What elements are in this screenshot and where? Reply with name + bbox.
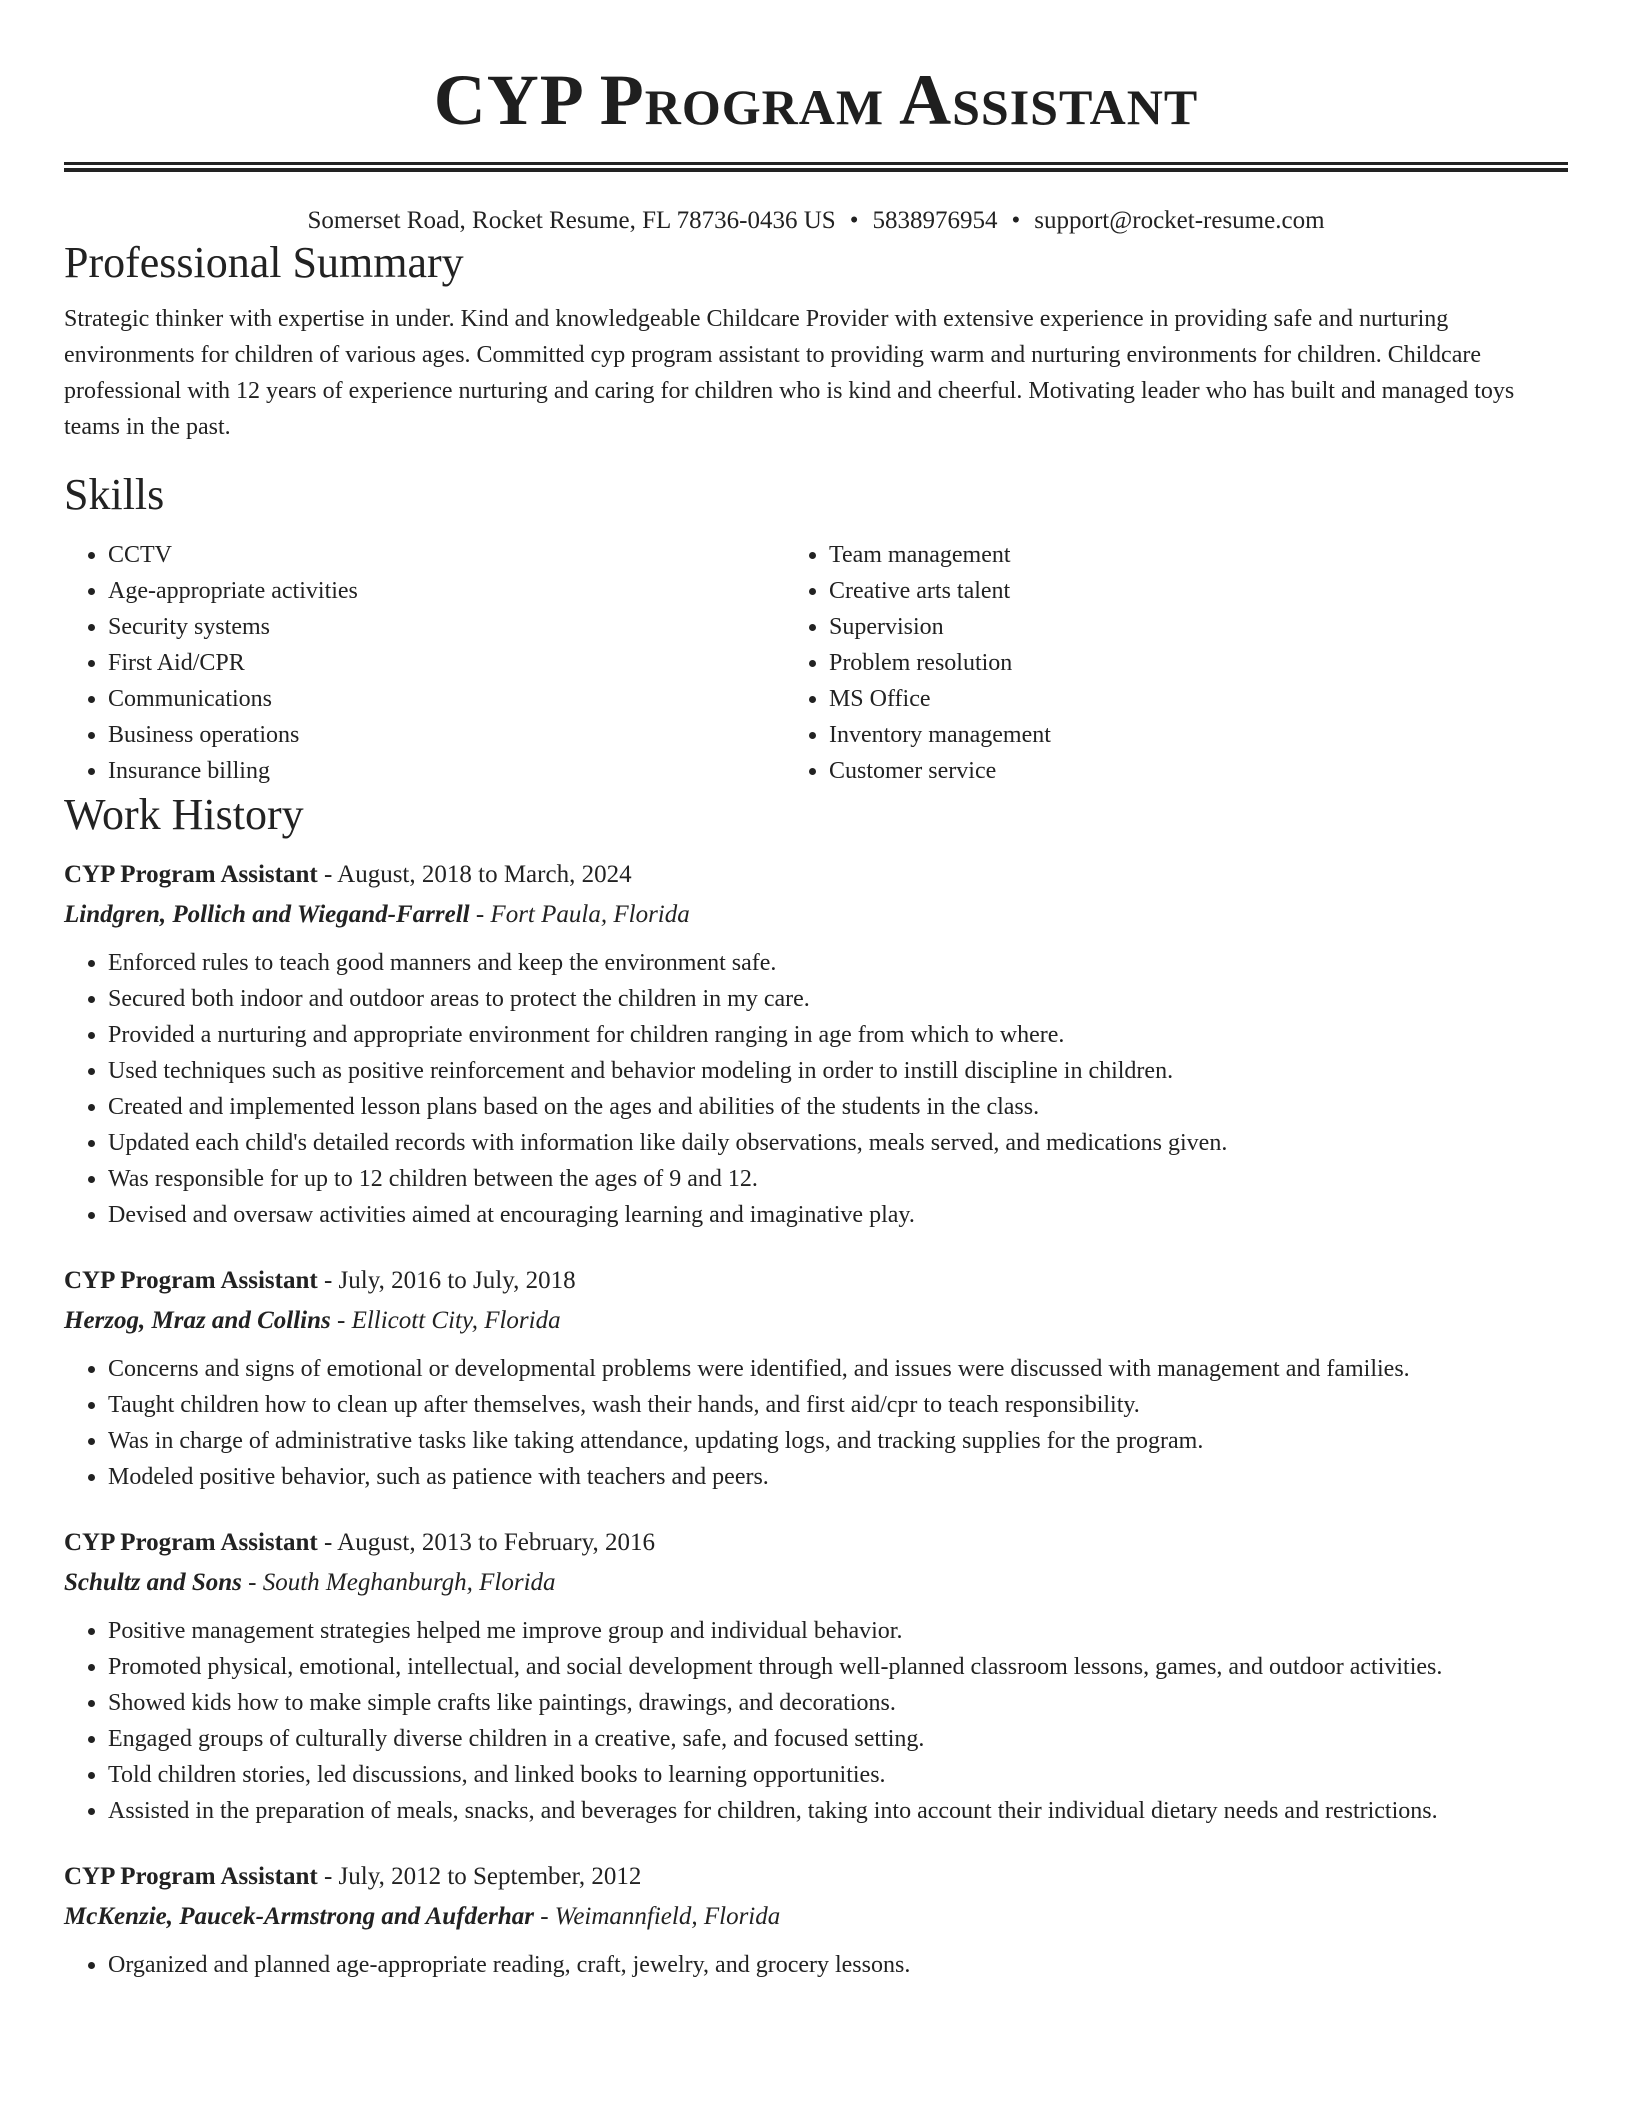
contact-separator: •: [849, 207, 859, 234]
skill-item: • Insurance billing: [108, 753, 785, 789]
job-bullet: • Assisted in the preparation of meals, snacks, and beverages for children, taking into account their individual dietary needs and restrictions.: [108, 1793, 1568, 1829]
job-bullet: • Created and implemented lesson plans based on the ages and abilities of the students in the class.: [108, 1089, 1568, 1125]
job-company: McKenzie, Paucek-Armstrong and Aufderhar: [64, 1903, 534, 1930]
job-bullet: • Updated each child's detailed records with information like daily observations, meals served, and medications given.: [108, 1125, 1568, 1161]
job-title: CYP Program Assistant: [64, 861, 318, 888]
skill-item: • Problem resolution: [829, 645, 1568, 681]
job-entry: [64, 1525, 1568, 1829]
job-company: Lindgren, Pollich and Wiegand-Farrell: [64, 901, 470, 928]
skill-item: • MS Office: [829, 681, 1568, 717]
skill-item: • CCTV: [108, 537, 785, 573]
job-bullet: • Told children stories, led discussions, and linked books to learning opportunities.: [108, 1757, 1568, 1793]
job-location: - Ellicott City, Florida: [337, 1307, 561, 1334]
job-title-line: [64, 857, 1568, 893]
job-title-line: [64, 1525, 1568, 1561]
job-bullet: • Provided a nurturing and appropriate environment for children ranging in age from which to where.: [108, 1017, 1568, 1053]
job-bullet: • Devised and oversaw activities aimed at encouraging learning and imaginative play.: [108, 1197, 1568, 1233]
job-company-line: [64, 1899, 1568, 1935]
contact-separator: •: [1011, 207, 1021, 234]
job-dates: - July, 2012 to September, 2012: [323, 1863, 642, 1890]
contact-phone: 5838976954: [872, 207, 998, 234]
contact-email[interactable]: support@rocket-resume.com: [1034, 207, 1325, 234]
job-bullet: • Showed kids how to make simple crafts like paintings, drawings, and decorations.: [108, 1685, 1568, 1721]
job-title: CYP Program Assistant: [64, 1863, 318, 1890]
contact-address: Somerset Road, Rocket Resume, FL 78736-0436 US: [307, 207, 836, 234]
skills-list-left: [64, 537, 785, 789]
job-location: - Fort Paula, Florida: [475, 901, 690, 928]
job-bullet: • Concerns and signs of emotional or developmental problems were identified, and issues were discussed with management and families.: [108, 1351, 1568, 1387]
job-location: - Weimannfield, Florida: [540, 1903, 781, 1930]
skills-grid: [64, 537, 1568, 789]
job-bullet: • Enforced rules to teach good manners and keep the environment safe.: [108, 945, 1568, 981]
contact-line: [64, 205, 1568, 237]
skill-item: • Supervision: [829, 609, 1568, 645]
job-title-line: [64, 1859, 1568, 1895]
skill-item: • Customer service: [829, 753, 1568, 789]
skills-heading: Skills: [64, 470, 165, 519]
skill-item: • Creative arts talent: [829, 573, 1568, 609]
job-bullets: [64, 945, 1568, 1233]
job-bullet: • Used techniques such as positive reinforcement and behavior modeling in order to instill discipline in children.: [108, 1053, 1568, 1089]
job-bullets: [64, 1947, 1568, 1983]
job-company: Schultz and Sons: [64, 1569, 242, 1596]
job-location: - South Meghanburgh, Florida: [248, 1569, 556, 1596]
job-dates: - August, 2018 to March, 2024: [323, 861, 632, 888]
job-title: CYP Program Assistant: [64, 1529, 318, 1556]
skill-item: • Inventory management: [829, 717, 1568, 753]
skill-item: • Communications: [108, 681, 785, 717]
job-bullet: • Was responsible for up to 12 children between the ages of 9 and 12.: [108, 1161, 1568, 1197]
job-company-line: [64, 1303, 1568, 1339]
job-title: CYP Program Assistant: [64, 1267, 318, 1294]
resume-page: [64, 0, 1568, 1983]
job-bullet: • Modeled positive behavior, such as patience with teachers and peers.: [108, 1459, 1568, 1495]
job-title-line: [64, 1263, 1568, 1299]
skills-list-right: [785, 537, 1568, 789]
job-entry: [64, 1263, 1568, 1495]
job-bullet: • Engaged groups of culturally diverse children in a creative, safe, and focused setting.: [108, 1721, 1568, 1757]
work-history-heading: Work History: [64, 790, 304, 839]
job-company-line: [64, 1565, 1568, 1601]
skill-item: • Security systems: [108, 609, 785, 645]
job-entry: [64, 1859, 1568, 1983]
job-dates: - July, 2016 to July, 2018: [323, 1267, 576, 1294]
job-bullet: • Taught children how to clean up after themselves, wash their hands, and first aid/cpr to teach responsibility.: [108, 1387, 1568, 1423]
job-bullet: • Was in charge of administrative tasks like taking attendance, updating logs, and tracking supplies for the program.: [108, 1423, 1568, 1459]
skill-item: • Age-appropriate activities: [108, 573, 785, 609]
job-entry: [64, 857, 1568, 1233]
job-company-line: [64, 897, 1568, 933]
job-bullet: • Secured both indoor and outdoor areas to protect the children in my care.: [108, 981, 1568, 1017]
job-bullet: • Promoted physical, emotional, intellectual, and social development through well-planned classroom lessons, games, and outdoor activities.: [108, 1649, 1568, 1685]
job-bullet: • Positive management strategies helped me improve group and individual behavior.: [108, 1613, 1568, 1649]
header-divider: [64, 162, 1568, 172]
job-bullet: • Organized and planned age-appropriate reading, craft, jewelry, and grocery lessons.: [108, 1947, 1568, 1983]
job-dates: - August, 2013 to February, 2016: [323, 1529, 655, 1556]
skill-item: • First Aid/CPR: [108, 645, 785, 681]
job-bullets: [64, 1351, 1568, 1495]
job-bullets: [64, 1613, 1568, 1829]
summary-text: Strategic thinker with expertise in under. Kind and knowledgeable Childcare Provider with extensive experience in providing safe and nurturing environments for children of various ages. Committed cyp program assistant to providing warm and nurturing environments for children. Childcare professional with 12 years of experience nurturing and caring for children who is kind and cheerful. Motivating leader who has built and managed toys teams in the past.: [64, 306, 1515, 440]
skill-item: • Business operations: [108, 717, 785, 753]
candidate-name: CYP Program Assistant: [433, 60, 1199, 140]
skill-item: • Team management: [829, 537, 1568, 573]
summary-heading: Professional Summary: [64, 238, 464, 287]
job-company: Herzog, Mraz and Collins: [64, 1307, 331, 1334]
